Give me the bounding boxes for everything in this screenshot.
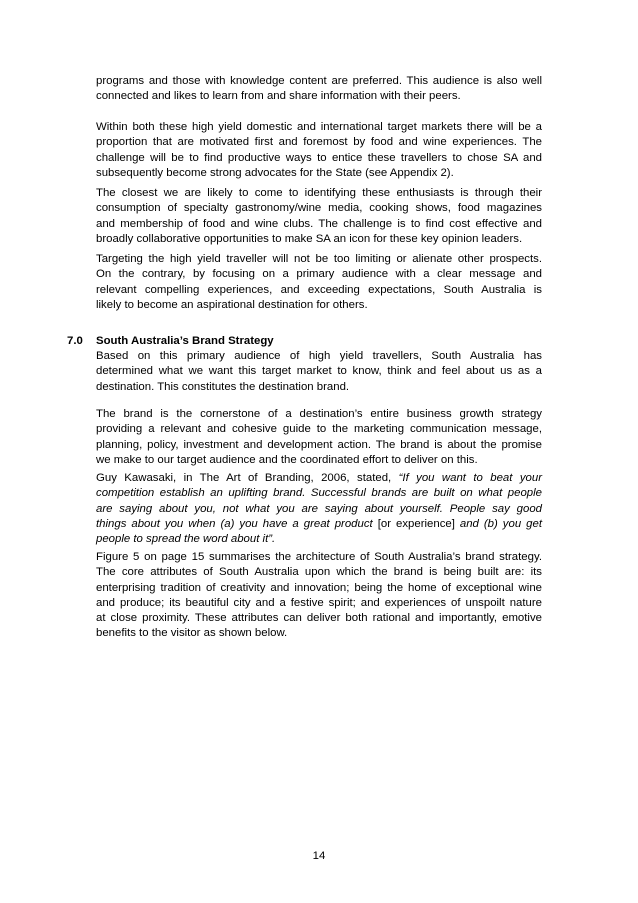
page-number: 14 [312, 850, 326, 862]
text-line: enterprising tradition of creativity and innovation; being the home of exceptional wine [96, 581, 542, 594]
text-line: proportion that are motivated first and foremost by food and wine experiences. The [96, 136, 542, 149]
section-paragraph-1 [96, 349, 542, 395]
text-line: Targeting the high yield traveller will not be too limiting or alienate other prospects. [96, 253, 542, 265]
text-line [96, 517, 542, 532]
text-line: determined what we want this target market to know, think and feel about us as a [96, 365, 542, 378]
section-title: South Australia’s Brand Strategy [96, 335, 274, 347]
text-line: The brand is the cornerstone of a destination’s entire business growth strategy [96, 408, 542, 420]
text-line: planning, policy, investment and development action. The brand is about the promise [96, 438, 542, 451]
text-line: and membership of food and wine clubs. The challenge is to find cost effective and [96, 217, 542, 230]
intro-paragraph-1 [96, 74, 542, 105]
text-line: at close proximity. These attributes can deliver both rational and importantly, emotive [96, 612, 542, 625]
text-line [96, 471, 542, 486]
quote-text: and (b) you get [459, 517, 542, 530]
quote-text: are saying about you, not what you are saying about yourself. People say good [96, 502, 542, 515]
text-line: consumption of specialty gastronomy/wine media, cooking shows, food magazines [96, 202, 542, 215]
intro-paragraph-3 [96, 186, 542, 247]
quote-attribution: Guy Kawasaki, in The Art of Branding, 2006, stated, [96, 472, 399, 484]
text-line: providing a relevant and cohesive guide to the marketing communication message, [96, 423, 542, 436]
text-line: likely to become an aspirational destination for others. [96, 298, 368, 311]
text-line: destination. This constitutes the destination brand. [96, 380, 350, 393]
quote-text: people to spread the word about it”. [96, 533, 276, 546]
text-line: The core attributes of South Australia upon which the brand is being built are: its [96, 566, 542, 579]
quote-paragraph [96, 471, 542, 547]
quote-text: “If you want to beat your [398, 472, 542, 484]
intro-paragraph-4 [96, 252, 542, 313]
quote-text: things about you when (a) you have a great product [96, 517, 373, 530]
text-line: Within both these high yield domestic and international target markets there will be a [96, 121, 542, 133]
section-number: 7.0 [67, 335, 83, 347]
text-line: broadly collaborative opportunities to make SA an icon for these key opinion leaders. [96, 232, 523, 245]
text-line: On the contrary, by focusing on a primary audience with a clear message and [96, 268, 542, 281]
text-line: Based on this primary audience of high yield travellers, South Australia has [96, 350, 542, 362]
quote-text: competition establish an uplifting brand. Successful brands are built on what people [96, 487, 542, 500]
text-line: programs and those with knowledge content are preferred. This audience is also well [96, 75, 542, 87]
text-line: we make to our target audience and the coordinated effort to deliver on this. [96, 453, 478, 466]
text-line: benefits to the visitor as shown below. [96, 627, 288, 640]
text-line: subsequently become strong advocates for the State (see Appendix 2). [96, 166, 454, 179]
text-line: relevant compelling experiences, and exceeding expectations, South Australia is [96, 283, 542, 296]
section-paragraph-4 [96, 550, 542, 642]
section-paragraph-2 [96, 407, 542, 468]
intro-paragraph-2 [96, 120, 542, 181]
text-line: connected and likes to learn from and share information with their peers. [96, 90, 461, 103]
text-line: Figure 5 on page 15 summarises the architecture of South Australia’s brand strategy. [96, 551, 542, 563]
text-line: challenge will be to find productive ways to entice these travellers to chose SA and [96, 151, 542, 164]
text-line: and produce; its beautiful city and a festive spirit; and experiences of unspoilt nature [96, 596, 542, 609]
text-line: The closest we are likely to come to identifying these enthusiasts is through their [96, 187, 542, 199]
quote-insert: [or experience] [372, 517, 460, 530]
